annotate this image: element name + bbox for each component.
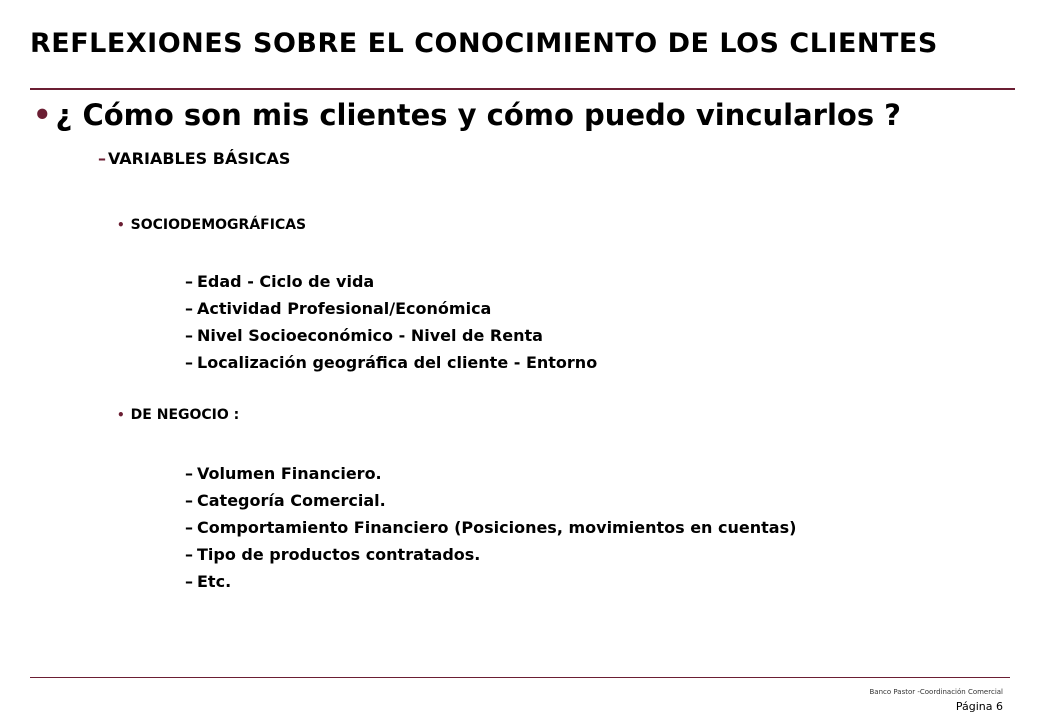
- main-question: [33, 98, 901, 132]
- dash-icon: –: [185, 299, 193, 318]
- list-item: [185, 324, 597, 351]
- footer-organization: Banco Pastor -Coordinación Comercial: [869, 688, 1003, 696]
- list-item-text: Categoría Comercial.: [197, 491, 386, 510]
- title-divider: [30, 88, 1015, 90]
- section-heading-negocio: [117, 407, 239, 423]
- slide-title: REFLEXIONES SOBRE EL CONOCIMIENTO DE LOS CLIENTES: [30, 28, 938, 59]
- list-item: [185, 462, 796, 489]
- main-question-text: ¿ Cómo son mis clientes y cómo puedo vincularlos ?: [55, 98, 902, 132]
- dash-icon: –: [185, 464, 193, 483]
- list-item: [185, 516, 796, 543]
- list-item-text: Volumen Financiero.: [197, 464, 382, 483]
- dash-icon: –: [185, 572, 193, 591]
- list-item: [185, 543, 796, 570]
- bullet-icon: •: [33, 98, 52, 132]
- dash-icon: –: [185, 518, 193, 537]
- list-item: [185, 489, 796, 516]
- sub-heading: [98, 149, 290, 168]
- dash-icon: –: [185, 545, 193, 564]
- list-item: [185, 351, 597, 378]
- list-item-text: Comportamiento Financiero (Posiciones, movimientos en cuentas): [197, 518, 797, 537]
- list-item-text: Actividad Profesional/Económica: [197, 299, 492, 318]
- section-title: SOCIODEMOGRÁFICAS: [130, 217, 307, 233]
- dash-icon: –: [185, 326, 193, 345]
- list-item-text: Edad - Ciclo de vida: [197, 272, 375, 291]
- dash-icon: –: [185, 353, 193, 372]
- list-item-text: Tipo de productos contratados.: [197, 545, 481, 564]
- dash-icon: –: [185, 491, 193, 510]
- section-items-sociodemograficas: [185, 270, 597, 378]
- footer-divider: [30, 677, 1010, 678]
- dash-icon: –: [98, 149, 106, 168]
- list-item: [185, 570, 796, 597]
- section-items-negocio: [185, 462, 796, 597]
- bullet-icon: •: [117, 408, 125, 422]
- list-item-text: Localización geográfica del cliente - Entorno: [197, 353, 598, 372]
- sub-heading-text: VARIABLES BÁSICAS: [108, 149, 291, 168]
- list-item-text: Etc.: [197, 572, 232, 591]
- list-item-text: Nivel Socioeconómico - Nivel de Renta: [197, 326, 543, 345]
- section-title: DE NEGOCIO :: [130, 407, 240, 423]
- bullet-icon: •: [117, 218, 125, 232]
- list-item: [185, 270, 597, 297]
- page-number: Página 6: [955, 700, 1003, 713]
- dash-icon: –: [185, 272, 193, 291]
- section-heading-sociodemograficas: [117, 217, 306, 233]
- list-item: [185, 297, 597, 324]
